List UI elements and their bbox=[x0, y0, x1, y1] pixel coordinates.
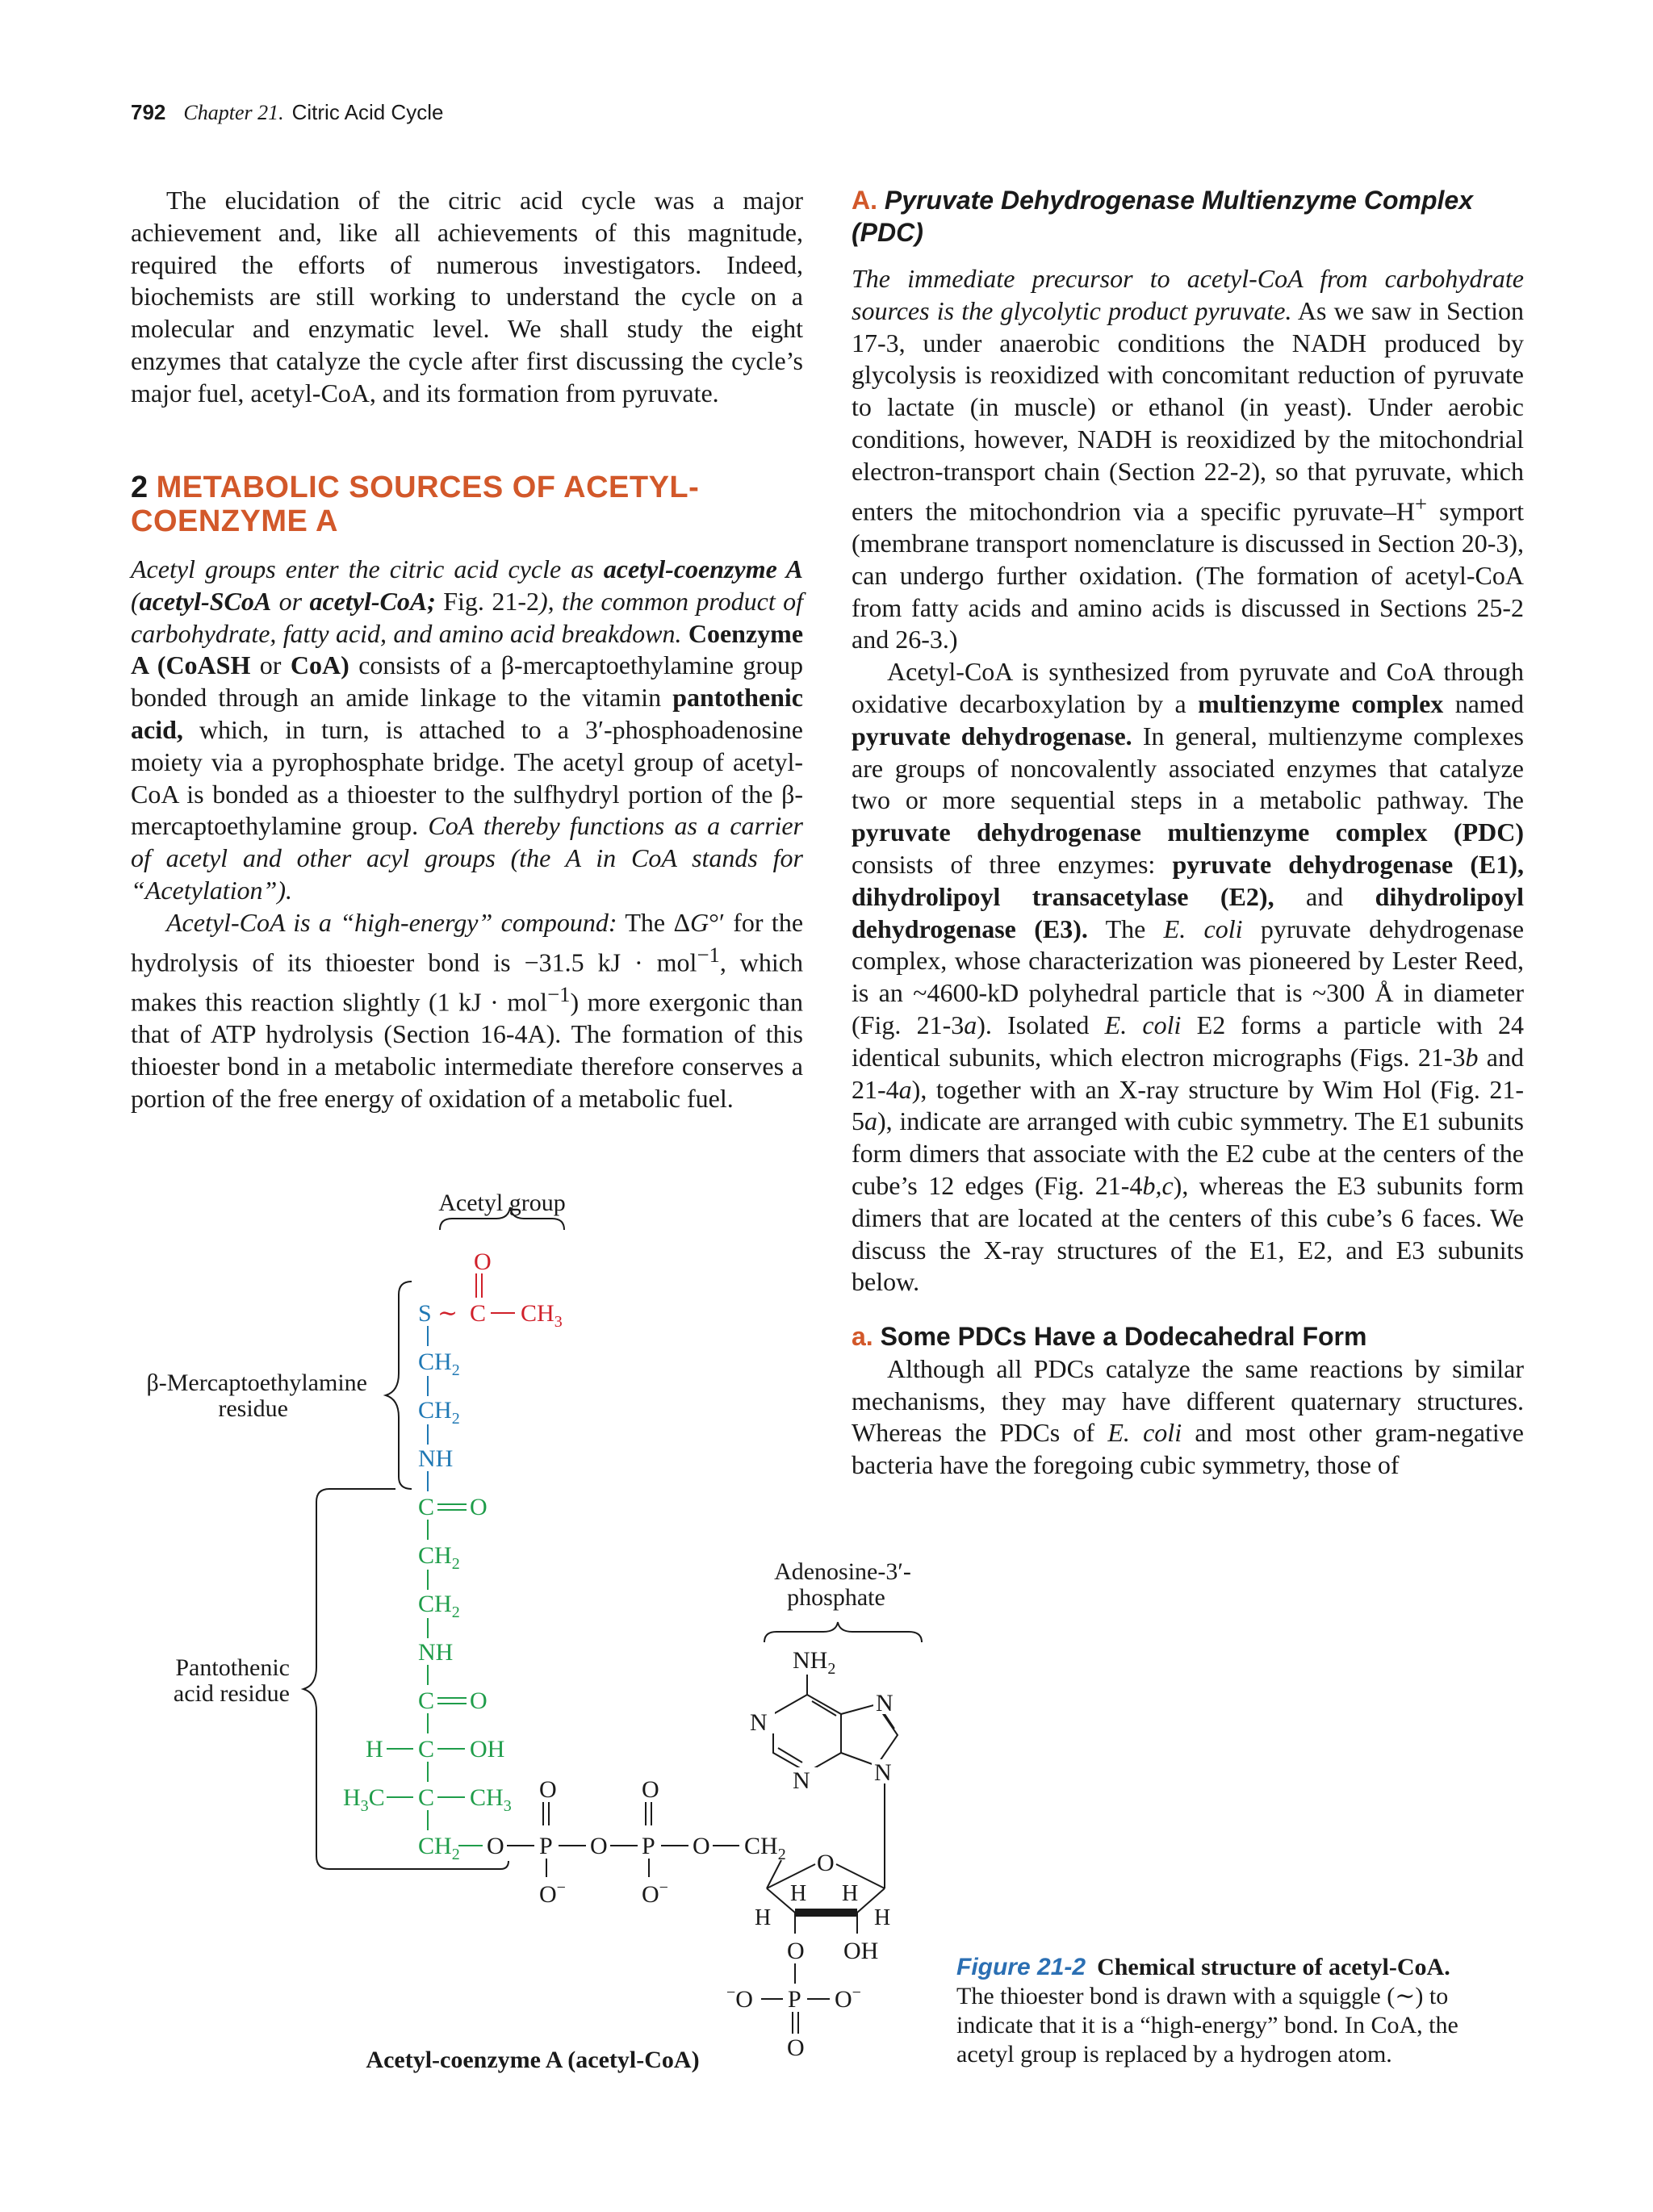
svg-text:P: P bbox=[539, 1833, 553, 1859]
svg-text:H3C: $H_3C$ bbox=[343, 1784, 385, 1815]
svg-text:O: O bbox=[590, 1833, 608, 1859]
mercapto-label-line2: residue bbox=[218, 1395, 288, 1422]
svg-text:N: N bbox=[793, 1767, 810, 1794]
subsubsection-title: Some PDCs Have a Dodecahedral Form bbox=[880, 1322, 1367, 1351]
chapter-label: Chapter 21. bbox=[183, 101, 284, 124]
svg-text:C: C bbox=[418, 1494, 435, 1520]
adenosine-label-line2: phosphate bbox=[787, 1584, 885, 1611]
figure-caption bbox=[956, 1953, 1481, 2069]
mercapto-label-line1: β-Mercaptoethylamine bbox=[146, 1369, 367, 1396]
svg-text:O: O bbox=[539, 1776, 557, 1803]
svg-text:P: P bbox=[788, 1986, 801, 2013]
figure-title: Chemical structure of acetyl-CoA. bbox=[1097, 1954, 1450, 1980]
subsubsection-letter: a. bbox=[852, 1322, 873, 1351]
caption-text-part1: The thioester bond is drawn with a squiggle ( bbox=[956, 1983, 1396, 2009]
acetyl-group bbox=[418, 1248, 563, 1331]
dodecahedral-paragraph: Although all PDCs catalyze the same reactions by similar mechanisms, they may have different quaternary structures. Whereas the PDCs of E. coli and most other gram-negative bacteria have the foregoing cubic symmetry, those of bbox=[852, 1353, 1524, 1480]
pdc-paragraph: Acetyl-CoA is synthesized from pyruvate and CoA through oxidative decarboxylation by a multienzyme complex named pyruvate dehydrogenase. In general, multienzyme complexes are groups of noncovalently associated enzymes that catalyze two or more sequential steps in a metabolic pathway. The pyruvate dehydrogenase multienzyme complex (PDC) consists of three enzymes: pyruvate dehydrogenase (E1), dihydrolipoyl transacetylase (E2), and dihydrolipoyl dehydrogenase (E3). The E. coli pyruvate dehydrogenase complex, whose characterization was pioneered by Lester Reed, is an ~4600-kD polyhedral particle that is ~300 Å in diameter (Fig. 21-3a). Isolated E. coli E2 forms a particle with 24 identical subunits, which electron micrographs (Figs. 21-3b and 21-4a), together with an X-ray structure by Wim Hol (Fig. 21-5a), indicate are arranged with cubic symmetry. The E1 subunits form dimers that associate with the E2 cube at the centers of the cube’s 12 edges (Fig. 21-4b,c), whereas the E3 subunits form dimers that are located at the centers of this cube’s 6 faces. We discuss the X-ray structures of the E1, E2, and E3 subunits below. bbox=[852, 657, 1525, 1297]
svg-text:O: O bbox=[470, 1687, 488, 1714]
intro-paragraph: The elucidation of the citric acid cycle was a major achievement and, like all achievements of this magnitude, required the efforts of numerous investigators. Indeed, biochemists are still working to understand the cycle on a molecular and enzymatic level. We shall study the eight enzymes that catalyze the cycle after first discussing the cycle’s major fuel, acetyl-CoA, and its formation from pyruvate. bbox=[131, 186, 803, 408]
svg-text:N: N bbox=[874, 1759, 892, 1786]
thioester-squiggle: ∼ bbox=[437, 1300, 458, 1327]
svg-text:C: C bbox=[418, 1736, 435, 1762]
page-number: 792 bbox=[131, 100, 166, 124]
coa-paragraph: Acetyl groups enter the citric acid cycle as acetyl-coenzyme A (acetyl-SCoA or acetyl-CoA; Fig. 21-2), the common product of carbohydrate, fatty acid, and amino acid breakdown. Coenzyme A (CoASH or CoA) consists of a β-mercaptoethylamine group bonded through an amide linkage to the vitamin pantothenic acid, which, in turn, is attached to a 3′-phosphoadenosine moiety via a pyrophosphate bridge. The acetyl group of acetyl-CoA is bonded as a thioester to the sulfhydryl portion of the β-mercaptoethylamine group. CoA thereby functions as a carrier of acetyl and other acyl groups (the A in CoA stands for “Acetylation”). bbox=[131, 554, 804, 905]
thioester-s: S bbox=[418, 1300, 432, 1327]
caption-text-part2: ) to indicate that it is a “high-energy” bond. In CoA, the acetyl group is replaced by a hydrogen atom. bbox=[956, 1983, 1458, 2068]
svg-text:N: N bbox=[876, 1690, 893, 1716]
svg-text:CH3: $CH_3$ bbox=[470, 1784, 512, 1815]
svg-text:P: P bbox=[642, 1833, 655, 1859]
mercaptoethylamine-chain bbox=[418, 1326, 460, 1491]
high-energy-paragraph: Acetyl-CoA is a “high-energy” compound: The ΔG°′ for the hydrolysis of its thioester bond is −31.5 kJ · mol$^{-1}$, which makes this reaction slightly (1 kJ · mol$^{-1}$) more exergonic than that of ATP hydrolysis (Section 16-4A). The formation of this thioester bond in a metabolic intermediate therefore conserves a portion of the free energy of oxidation of a metabolic fuel. bbox=[131, 907, 804, 1114]
svg-text:O: O bbox=[817, 1850, 835, 1876]
svg-text:O−: O− bbox=[835, 1984, 861, 2013]
section-number: 2 bbox=[131, 470, 149, 504]
precursor-paragraph: The immediate precursor to acetyl-CoA from carbohydrate sources is the glycolytic product pyruvate. As we saw in Section 17-3, under anaerobic conditions the NADH produced by glycolysis is reoxidized with concomitant reduction of pyruvate to lactate (in muscle) or ethanol (in yeast). Under aerobic conditions, however, NADH is reoxidized by the mitochondrial electron-transport chain (Section 22-2), so that pyruvate, which enters the mitochondrion via a specific pyruvate–H+ symport (membrane transport nomenclature is discussed in Section 20-3), can undergo further oxidation. (The formation of acetyl-CoA from fatty acids and amino acids is discussed in Sections 25-2 and 26-3.) bbox=[852, 264, 1525, 654]
svg-text:O: O bbox=[693, 1833, 710, 1859]
svg-text:O−: O− bbox=[539, 1879, 566, 1908]
svg-text:O: O bbox=[470, 1494, 488, 1520]
svg-text:NH: NH bbox=[418, 1445, 454, 1472]
acetyl-carbonyl-o: O bbox=[474, 1248, 492, 1275]
svg-text:−O: −O bbox=[726, 1984, 753, 2013]
svg-text:N: N bbox=[750, 1709, 768, 1736]
svg-text:C: C bbox=[418, 1687, 435, 1714]
pantothenic-chain bbox=[343, 1494, 512, 1863]
svg-text:H: H bbox=[790, 1881, 807, 1906]
acetyl-carbon: C bbox=[470, 1300, 487, 1327]
mercapto-bracket bbox=[386, 1282, 412, 1489]
molecule-name: Acetyl-coenzyme A (acetyl-CoA) bbox=[366, 2047, 700, 2073]
chapter-title: Citric Acid Cycle bbox=[291, 100, 444, 124]
svg-text:CH2: $CH_2$ bbox=[418, 1542, 460, 1573]
svg-text:NH2: $NH_2$ bbox=[793, 1647, 836, 1678]
pyrophosphate-bridge bbox=[458, 1776, 786, 1908]
section-title: METABOLIC SOURCES OF ACETYL-COENZYME A bbox=[131, 470, 700, 538]
svg-text:NH: NH bbox=[418, 1639, 454, 1666]
svg-text:OH: OH bbox=[470, 1736, 505, 1762]
three-prime-phosphate bbox=[726, 1984, 861, 2061]
svg-text:O: O bbox=[642, 1776, 659, 1803]
svg-text:H: H bbox=[366, 1736, 383, 1762]
pantothenic-label-line2: acid residue bbox=[173, 1680, 290, 1707]
svg-text:O: O bbox=[487, 1833, 504, 1859]
pantothenic-label-line1: Pantothenic bbox=[175, 1654, 290, 1681]
adenosine-brace bbox=[764, 1622, 922, 1642]
svg-text:H: H bbox=[755, 1905, 772, 1930]
svg-text:CH2: $CH_2$ bbox=[418, 1397, 460, 1428]
adenosine-label-line1: Adenosine-3′- bbox=[774, 1558, 911, 1585]
ribose-ring bbox=[755, 1850, 890, 1984]
svg-text:H: H bbox=[842, 1881, 859, 1906]
svg-text:CH2: $CH_2$ bbox=[418, 1349, 460, 1379]
acetyl-methyl: $CH_3$ bbox=[521, 1300, 563, 1331]
svg-text:O: O bbox=[787, 2034, 805, 2061]
pantothenic-bracket bbox=[303, 1489, 508, 1869]
subsection-title: Pyruvate Dehydrogenase Multienzyme Complex (PDC) bbox=[852, 186, 1473, 247]
caption-squiggle: ∼ bbox=[1395, 1983, 1416, 2009]
figure-number: Figure 21-2 bbox=[956, 1954, 1086, 1980]
svg-text:CH2: $CH_2$ bbox=[418, 1591, 460, 1621]
svg-text:OH: OH bbox=[843, 1938, 879, 1964]
svg-text:H: H bbox=[874, 1905, 891, 1930]
svg-text:O−: O− bbox=[642, 1879, 668, 1908]
acetyl-group-label: Acetyl group bbox=[438, 1190, 566, 1216]
svg-text:O: O bbox=[787, 1938, 805, 1964]
svg-text:CH2: $CH_2$ bbox=[744, 1833, 786, 1863]
svg-text:CH2: $CH_2$ bbox=[418, 1833, 460, 1863]
svg-text:C: C bbox=[418, 1784, 435, 1811]
subsection-letter: A. bbox=[852, 186, 877, 215]
